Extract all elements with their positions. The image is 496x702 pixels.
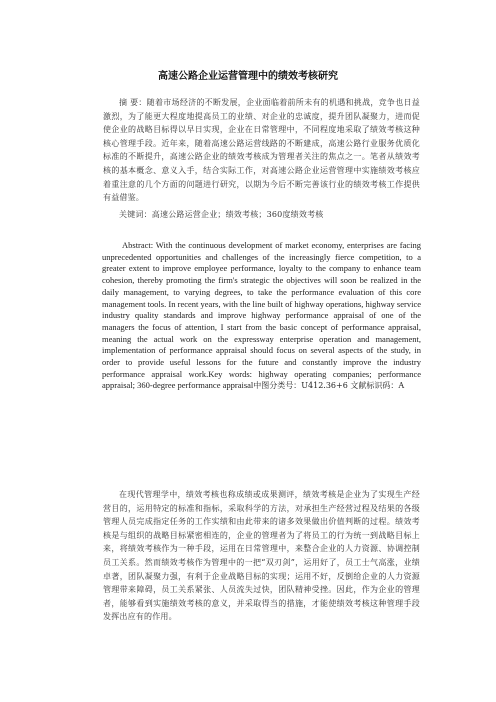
classification-line: 中图分类号：U412.36+6 文献标识码：A [253,381,405,391]
abstract-english [102,240,421,392]
paper-title: 高速公路企业运营管理中的绩效考核研究 [158,71,338,82]
abstract-english-text: Abstract: With the continuous development of market economy, enterprises are facing unprecedented opportunities and challenges of the increasingly fierce competition, to a greater extent to improve employee performance, loyalty to the company to enhance team cohesion, thereby promoting the firm's strategic the objectives will soon be realized in the daily management, to varying degrees, to take the performance evaluation of this core management tools. In recent years, with the line built of highway operations, highway service industry quality standards and improve highway performance appraisal of one of the managers the focus of attention, I start from the basic concept of performance appraisal, meaning the actual work on the expressway enterprise operation and management, implementation of performance appraisal should focus on several aspects of the study, in order to provide useful lessons for the future and constantly improve the industry performance appraisal work.Key words: highway operating companies; performance appraisal; 360-degree performance appraisal [102,240,421,391]
body-paragraph: 在现代管理学中，绩效考核也称成绩或成果测评，绩效考核是企业为了实现生产经营目的，运用特定的标准和指标，采取科学的方法，对承担生产经营过程及结果的各级管理人员完成指定任务的工作实绩和由此带来的诸多效果做出价值判断的过程。绩效考核是与组织的战略目标紧密相连的，企业的管理者为了将员工的行为统一到战略目标上来，将绩效考核作为一种手段，运用在日常管理中，来整合企业的人力资源、协调控制员工关系。然而绩效考核作为管理中的一把“双刃剑”，运用好了，员工士气高涨，业绩卓著，团队凝聚力强，有利于企业战略目标的实现；运用不好，反倒给企业的人力资源管理带来障碍，员工关系紧张、人员流失过快，团队精神受挫。因此，作为企业的管理者，能够看到实施绩效考核的意义，并采取得当的措施，才能使绩效考核这种管理手段发挥出应有的作用。 [103,490,420,622]
keywords-chinese: 关键词：高速公路运营企业；绩效考核；360度绩效考核 [119,210,324,219]
abstract-chinese: 摘 要：随着市场经济的不断发展，企业面临着前所未有的机遇和挑战，竞争也日益激烈，为了能更大程度地提高员工的业绩、对企业的忠诚度，提升团队凝聚力，进而促使企业的战略目标得以早日实现，企业在日常管理中，不同程度地采取了绩效考核这种核心管理手段。近年来，随着高速公路运营线路的不断建成，高速公路行业服务优质化标准的不断提升，高速公路企业的绩效考核成为管理者关注的焦点之一。笔者从绩效考核的基本概念、意义入手，结合实际工作，对高速公路企业运营管理中实施绩效考核应着重注意的几个方面的问题进行研究，以期为今后不断完善该行业的绩效考核工作提供有益借鉴。 [103,98,420,203]
